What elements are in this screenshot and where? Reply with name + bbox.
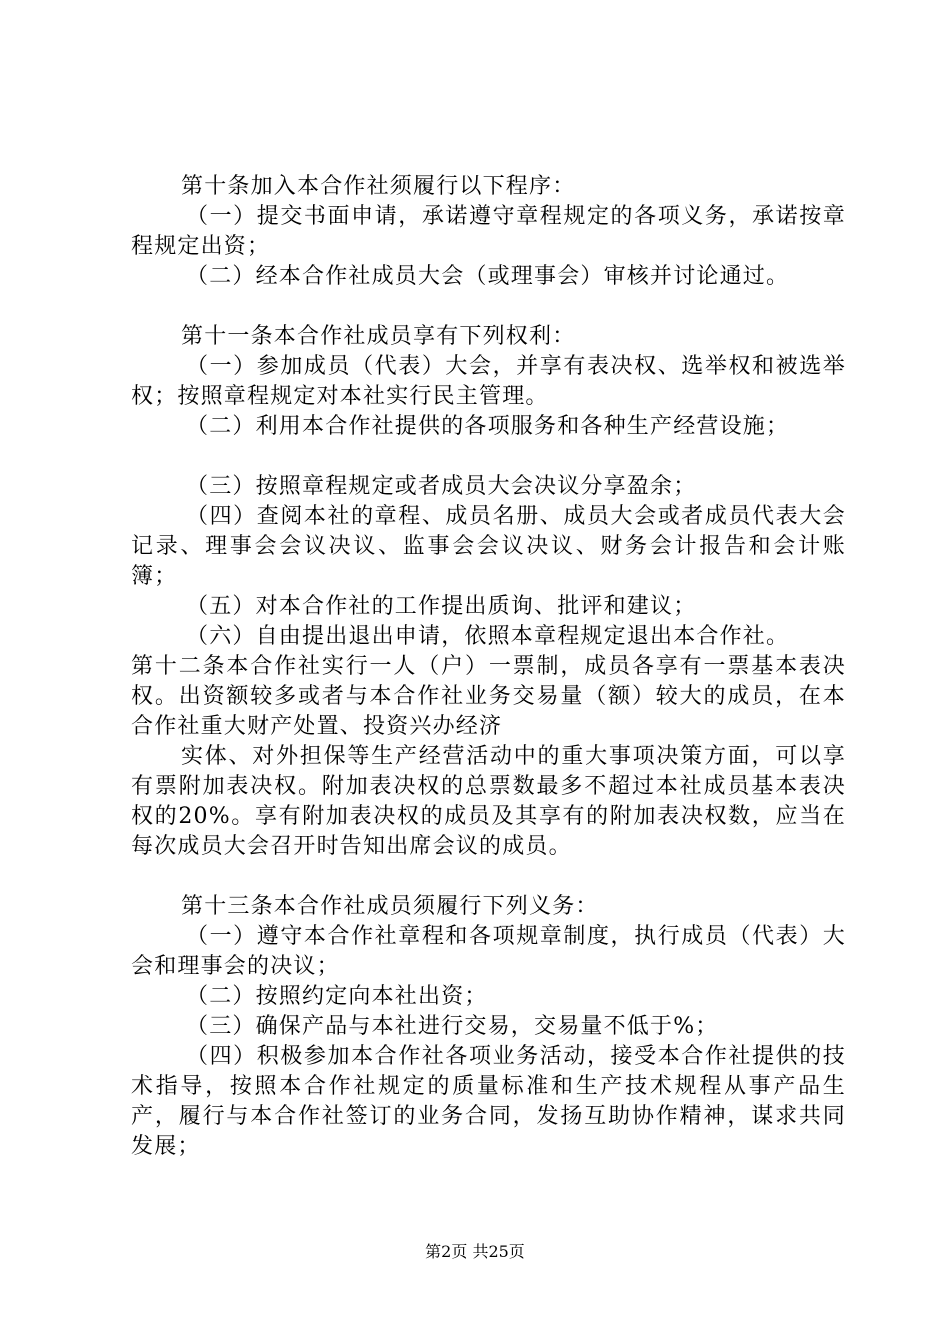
article-11-item-4: （四）查阅本社的章程、成员名册、成员大会或者成员代表大会记录、理事会会议决议、监事会会议决议、财务会计报告和会计账簿；: [131, 504, 846, 589]
page-number-footer: 第2页 共25页: [425, 1242, 525, 1261]
article-12-part-2: 实体、对外担保等生产经营活动中的重大事项决策方面，可以享有票附加表决权。附加表决权的总票数最多不超过本社成员基本表决权的20%。享有附加表决权的成员及其享有的附加表决权数，应当在每次成员大会召开时告知出席会议的成员。: [131, 744, 846, 859]
article-11-item-2: （二）利用本合作社提供的各项服务和各种生产经营设施；: [186, 414, 790, 439]
article-13-item-2: （二）按照约定向本社出资；: [186, 984, 488, 1009]
article-11-item-5: （五）对本合作社的工作提出质询、批评和建议；: [186, 594, 697, 619]
document-body: [131, 172, 846, 1162]
article-11-item-1: （一）参加成员（代表）大会，并享有表决权、选举权和被选举权；按照章程规定对本社实行民主管理。: [131, 354, 846, 409]
paragraph-gap: [131, 862, 846, 892]
paragraph-gap: [131, 292, 846, 322]
article-13-item-3: （三）确保产品与本社进行交易，交易量不低于%；: [186, 1014, 719, 1039]
article-12-part-1: 第十二条本合作社实行一人（户）一票制，成员各享有一票基本表决权。出资额较多或者与本合作社业务交易量（额）较大的成员，在本合作社重大财产处置、投资兴办经济: [131, 654, 846, 739]
article-13-heading: 第十三条本合作社成员须履行下列义务：: [181, 894, 599, 919]
article-13-item-4: （四）积极参加本合作社各项业务活动，接受本合作社提供的技术指导，按照本合作社规定的质量标准和生产技术规程从事产品生产，履行与本合作社签订的业务合同，发扬互助协作精神，谋求共同发展；: [131, 1044, 846, 1159]
article-11-item-6: （六）自由提出退出申请，依照本章程规定退出本合作社。: [186, 624, 790, 649]
article-13-item-1: （一）遵守本合作社章程和各项规章制度，执行成员（代表）大会和理事会的决议；: [131, 924, 846, 979]
article-10-item-2: （二）经本合作社成员大会（或理事会）审核并讨论通过。: [186, 264, 790, 289]
article-10-item-1: （一）提交书面申请，承诺遵守章程规定的各项义务，承诺按章程规定出资；: [131, 204, 846, 259]
article-11-item-3: （三）按照章程规定或者成员大会决议分享盈余；: [186, 474, 697, 499]
article-10-heading: 第十条加入本合作社须履行以下程序：: [181, 174, 576, 199]
paragraph-gap: [131, 442, 846, 472]
article-11-heading: 第十一条本合作社成员享有下列权利：: [181, 324, 576, 349]
